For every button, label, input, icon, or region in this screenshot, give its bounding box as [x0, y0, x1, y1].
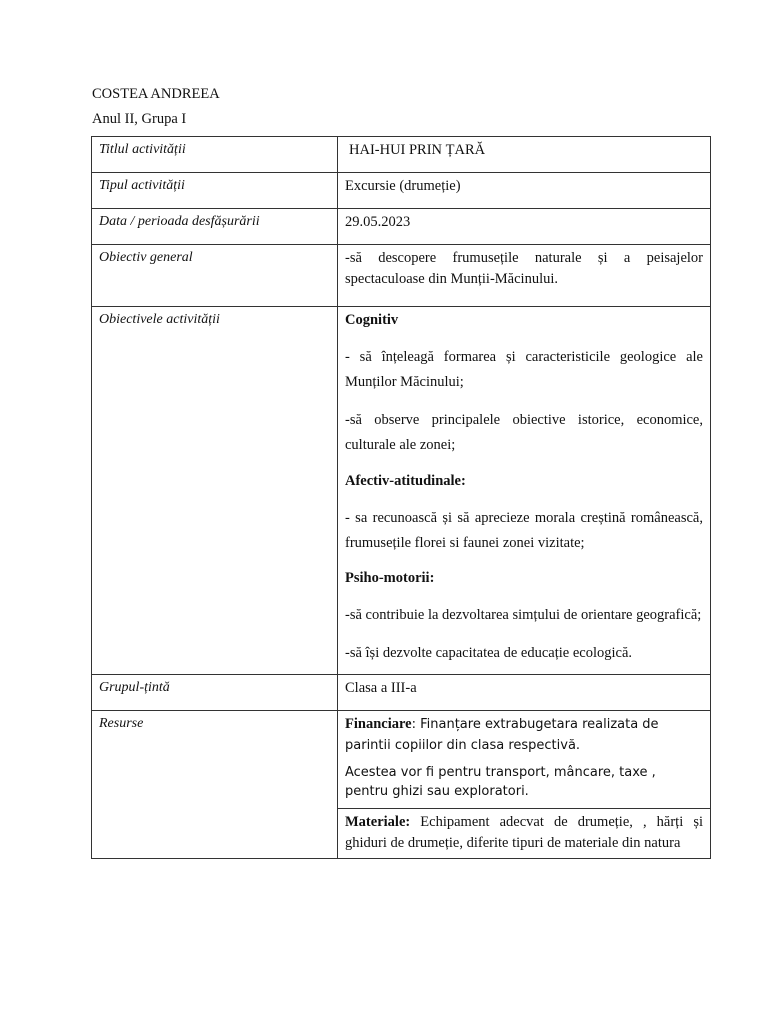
author-name: COSTEA ANDREEA	[92, 86, 220, 102]
psychomotor-objective-1: -să contribuie la dezvoltarea simțului de orientare geografică;	[345, 607, 702, 624]
financial-text: : Finanțare extrabugetara realizata de parintii copiilor din clasa respectivă.	[345, 717, 659, 754]
financial-paragraph	[345, 714, 703, 756]
affective-heading: Afectiv-atitudinale:	[345, 472, 466, 489]
cognitive-heading: Cognitiv	[345, 312, 399, 328]
materials-heading: Materiale:	[345, 813, 411, 830]
cognitive-objective-1: - să înțeleagă formarea și caracteristicile geologice ale Munților Măcinului;	[345, 349, 703, 391]
activity-date: 29.05.2023	[338, 209, 711, 245]
activity-title	[338, 137, 711, 173]
material-resources	[338, 808, 711, 858]
financial-heading: Financiare	[345, 716, 412, 733]
row-label-general: Obiectiv general	[92, 245, 338, 307]
activity-type: Excursie (drumeție)	[338, 173, 711, 209]
table-row	[92, 173, 711, 209]
row-label-type: Tipul activității	[92, 173, 338, 209]
table-row	[92, 245, 711, 307]
objectives-cell	[338, 307, 711, 675]
financial-resources	[338, 711, 711, 809]
row-label-resources: Resurse	[92, 711, 338, 859]
table-row	[92, 307, 711, 675]
row-label-date: Data / perioada desfășurării	[92, 209, 338, 245]
cognitive-objective-2: -să observe principalele obiective istorice, economice, culturale ale zonei;	[345, 411, 703, 454]
activity-table	[91, 136, 711, 859]
table-row	[92, 209, 711, 245]
group-line: Anul II, Grupa I	[92, 111, 187, 127]
target-group: Clasa a III-a	[338, 675, 711, 711]
activity-title-text: HAI-HUI PRIN ȚARĂ	[349, 142, 486, 158]
row-label-objectives: Obiectivele activității	[92, 307, 338, 675]
materials-text: Echipament adecvat de drumeție, , hărți și ghiduri de drumeție, diferite tipuri de materiale din natura	[345, 813, 703, 851]
psychomotor-objective-2: -să își dezvolte capacitatea de educație ecologică.	[345, 644, 633, 661]
financial-text-2: Acestea vor fi pentru transport, mâncare, taxe , pentru ghizi sau exploratori.	[345, 765, 656, 799]
row-label-target: Grupul-țintă	[92, 675, 338, 711]
row-label-title: Titlul activității	[92, 137, 338, 173]
psychomotor-heading: Psiho-motorii:	[345, 570, 435, 587]
table-row	[92, 711, 711, 809]
table-row	[92, 675, 711, 711]
affective-objective-1: - sa recunoască și să aprecieze morala creștină românească, frumusețile florei si faunei zonei vizitate;	[345, 509, 703, 551]
table-row	[92, 137, 711, 173]
general-objective: -să descopere frumusețile naturale și a peisajelor spectaculoase din Munții-Măcinului.	[338, 245, 711, 307]
